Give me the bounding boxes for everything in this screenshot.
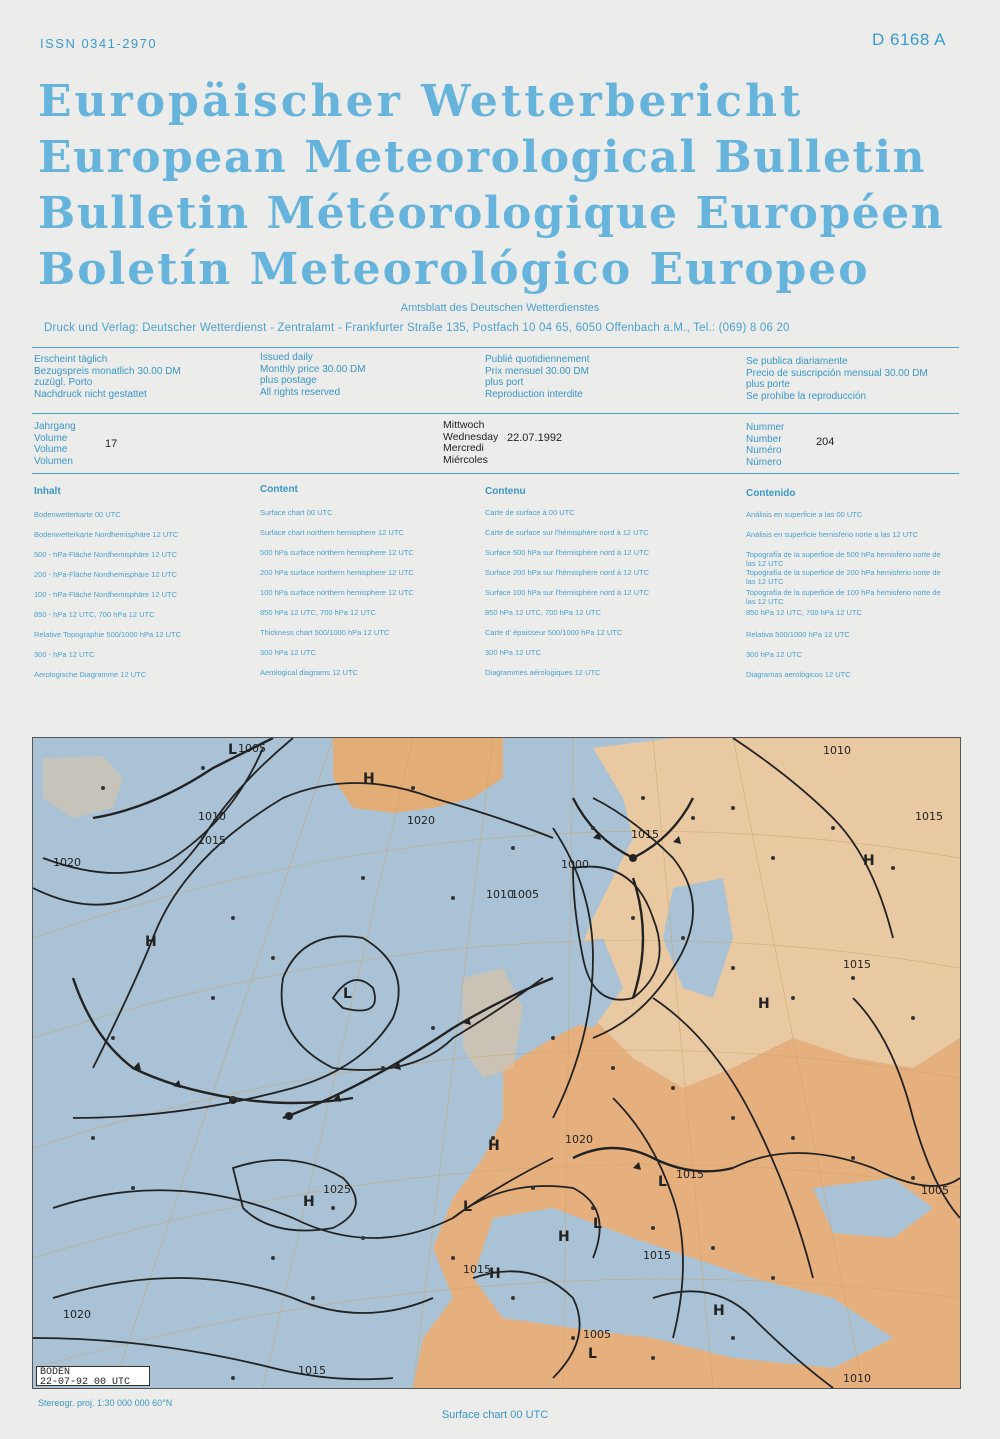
contents-item: 300 hPa 12 UTC [746, 650, 802, 659]
pressure-center: L [343, 986, 352, 1002]
projection-note: Stereogr. proj. 1:30 000 000 60°N [38, 1398, 173, 1408]
pressure-center: L [593, 1216, 602, 1232]
pressure-center: H [489, 1266, 501, 1282]
subscription-line: Se publica diariamente [746, 356, 848, 367]
contents-item: Bodenwetterkarte 00 UTC [34, 510, 121, 519]
weekday-label: Mittwoch [443, 419, 485, 431]
pressure-center: H [363, 771, 375, 787]
contents-item: Aerologische Diagramme 12 UTC [34, 670, 147, 679]
contents-item: Carte d' épaisseur 500/1000 hPa 12 UTC [485, 628, 623, 637]
svg-text:1015: 1015 [843, 958, 871, 971]
contents-item: 100 - hPa-Fläche Nordhemisphäre 12 UTC [34, 590, 177, 599]
svg-text:1015: 1015 [643, 1249, 671, 1262]
pressure-center: H [558, 1229, 570, 1245]
subscription-french [485, 354, 590, 400]
volume-label: Volumen [34, 455, 73, 467]
svg-text:1015: 1015 [298, 1364, 326, 1377]
number-label: Numéro [746, 445, 782, 456]
subscription-line: zuzügl. Porto [34, 377, 93, 388]
subscription-line: Erscheint täglich [34, 354, 108, 365]
pressure-center: H [713, 1303, 725, 1319]
weekday-label: Wednesday [443, 430, 499, 443]
contents-header-spanish: Contenido [746, 488, 796, 499]
document-code: D 6168 A [872, 30, 946, 49]
contents-item: 200 hPa surface northern hemisphere 12 UTC [260, 568, 414, 577]
number-label: Número [746, 456, 782, 468]
pressure-center: H [145, 934, 157, 950]
svg-text:1015: 1015 [915, 810, 943, 823]
subscription-line: Monthly price 30.00 DM [260, 363, 366, 375]
subscription-line: Nachdruck nicht gestattet [34, 388, 147, 400]
subscription-line: plus postage [260, 375, 317, 386]
contents-item: Aerological diagrams 12 UTC [260, 668, 358, 677]
svg-text:1005: 1005 [238, 742, 266, 755]
subscription-line: Reproduction interdite [485, 388, 583, 400]
map-drawing [33, 738, 960, 1388]
subscription-line: Bezugspreis monatlich 30.00 DM [34, 365, 181, 377]
contents-item: 100 hPa surface northern hemisphere 12 UTC [260, 588, 414, 597]
land-europe-north [573, 738, 960, 1088]
number-labels [746, 422, 784, 468]
pressure-center: H [863, 853, 875, 869]
pressure-center: H [303, 1194, 315, 1210]
svg-text:1015: 1015 [631, 828, 659, 841]
contents-item: Carte de surface sur l'hémisphère nord à 12 UTC [485, 528, 649, 537]
contents-item: 200 - hPa-Fläche Nordhemisphäre 12 UTC [34, 570, 177, 579]
contents-item: Relative Topographie 500/1000 hPa 12 UTC [34, 630, 182, 639]
subscription-line: All rights reserved [260, 386, 341, 398]
title-french: Bulletin Météorologique Européen [38, 188, 945, 239]
subscription-line: plus port [485, 377, 524, 388]
chart-type-label: BODEN [40, 1367, 71, 1378]
contents-item: 850 hPa 12 UTC, 700 hPa 12 UTC [485, 608, 601, 617]
contents-item: 300 - hPa 12 UTC [34, 650, 95, 659]
contents-item: Análisis en superficie hemisferio norte a las 12 UTC [746, 530, 919, 539]
issue-number: 204 [816, 436, 835, 448]
weekday-label: Miércoles [443, 453, 488, 466]
pressure-center: L [658, 1174, 667, 1190]
volume-label: Jahrgang [34, 421, 76, 432]
svg-text:1015: 1015 [676, 1168, 704, 1181]
svg-text:1010: 1010 [823, 744, 851, 757]
pressure-center: L [228, 742, 237, 758]
svg-text:1015: 1015 [198, 834, 226, 847]
contents-header-french: Contenu [485, 486, 526, 497]
contents-item: Surface 200 hPa sur l'hémisphère nord à 12 UTC [485, 568, 650, 577]
contents-item: Análisis en superficie a las 00 UTC [746, 510, 863, 519]
issue-date: 22.07.1992 [507, 432, 563, 444]
contents-item: Topografía de la superficie de 200 hPa hemisferio norte de las 12 UTC [746, 568, 941, 586]
weekday-label: Mercredi [443, 442, 484, 454]
contents-item: 300 hPa 12 UTC [485, 648, 541, 657]
divider [32, 473, 959, 474]
title-german: Europäischer Wetterbericht [38, 76, 804, 127]
divider [32, 413, 959, 414]
issn-number: ISSN 0341-2970 [40, 36, 158, 51]
subscription-line: Issued daily [260, 352, 313, 363]
contents-item: Surface chart northern hemisphere 12 UTC [260, 528, 404, 537]
pressure-center: L [463, 1199, 472, 1215]
title-english: European Meteorological Bulletin [38, 132, 927, 183]
subscription-spanish [746, 356, 928, 402]
svg-text:1020: 1020 [565, 1133, 593, 1146]
surface-weather-map [32, 737, 961, 1389]
subscription-line: plus porte [746, 379, 790, 390]
contents-item: Carte de surface à 00 UTC [485, 508, 575, 517]
weekday-labels [443, 420, 498, 466]
contents-item: Bodenwetterkarte Nordhemisphäre 12 UTC [34, 530, 179, 539]
svg-text:1005: 1005 [583, 1328, 611, 1341]
svg-text:1025: 1025 [323, 1183, 351, 1196]
contents-item: 850 hPa 12 UTC, 700 hPa 12 UTC [746, 608, 862, 617]
svg-text:1015: 1015 [463, 1263, 491, 1276]
svg-text:1005: 1005 [921, 1184, 949, 1197]
svg-text:1020: 1020 [407, 814, 435, 827]
title-spanish: Boletín Meteorológico Europeo [38, 244, 870, 295]
svg-text:1010: 1010 [486, 888, 514, 901]
chart-datetime: 22-07-92 00 UTC [40, 1376, 131, 1388]
contents-item: 300 hPa 12 UTC [260, 648, 316, 657]
volume-label: Volume [34, 444, 68, 455]
subscription-english [260, 352, 366, 398]
number-label: Nummer [746, 422, 785, 433]
contents-item: Topografía de la superficie de 500 hPa hemisferio norte de las 12 UTC [746, 550, 941, 568]
contents-item: Relativa 500/1000 hPa 12 UTC [746, 630, 850, 639]
volume-label: Volume [34, 432, 68, 444]
volume-value: 17 [105, 438, 118, 450]
contents-item: Surface 500 hPa sur l'hémisphère nord à 12 UTC [485, 548, 650, 557]
subscription-line: Se prohíbe la reproducción [746, 390, 867, 402]
contents-item: Surface chart 00 UTC [260, 508, 333, 517]
contents-header-english: Content [260, 484, 298, 495]
svg-text:1000: 1000 [561, 858, 589, 871]
pressure-center: H [488, 1138, 500, 1154]
volume-labels [34, 421, 76, 467]
subscription-german [34, 354, 181, 400]
contents-item: 850 - hPa 12 UTC, 700 hPa 12 UTC [34, 610, 155, 619]
pressure-center: L [588, 1346, 597, 1362]
svg-text:1010: 1010 [843, 1372, 871, 1385]
svg-text:1005: 1005 [511, 888, 539, 901]
contents-item: Surface 100 hPa sur l'hémisphère nord à 12 UTC [485, 588, 650, 597]
svg-text:1020: 1020 [53, 856, 81, 869]
svg-text:1010: 1010 [198, 810, 226, 823]
contents-item: 500 hPa surface northern hemisphere 12 UTC [260, 548, 414, 557]
contents-item: 500 - hPa-Fläche Nordhemisphäre 12 UTC [34, 550, 177, 559]
pressure-center: H [758, 996, 770, 1012]
subscription-line: Publié quotidiennement [485, 354, 590, 365]
chart-identification-box [36, 1366, 150, 1386]
contents-item: Thickness chart 500/1000 hPa 12 UTC [260, 628, 390, 637]
contents-item: Diagramas aerológicos 12 UTC [746, 670, 851, 679]
official-gazette-note: Amtsblatt des Deutschen Wetterdienstes [400, 302, 600, 314]
contents-item: Topografía de la superficie de 100 hPa hemisferio norte de las 12 UTC [746, 588, 941, 606]
map-caption: Surface chart 00 UTC [441, 1409, 549, 1421]
svg-text:1020: 1020 [63, 1308, 91, 1321]
contents-item: 850 hPa 12 UTC, 700 hPa 12 UTC [260, 608, 376, 617]
contents-header-german: Inhalt [34, 486, 61, 497]
divider [32, 347, 959, 348]
publisher-line: Druck und Verlag: Deutscher Wetterdienst - Zentralamt - Frankfurter Straße 135, Postfach 10 04 65, 6050 Offenbach a.M., Tel.: (069) 8 06 20 [44, 322, 790, 334]
subscription-line: Prix mensuel 30.00 DM [485, 365, 589, 377]
contents-item: Diagrammes aérologiques 12 UTC [485, 668, 601, 677]
number-label: Number [746, 433, 782, 445]
subscription-line: Precio de suscripción mensual 30.00 DM [746, 367, 928, 379]
